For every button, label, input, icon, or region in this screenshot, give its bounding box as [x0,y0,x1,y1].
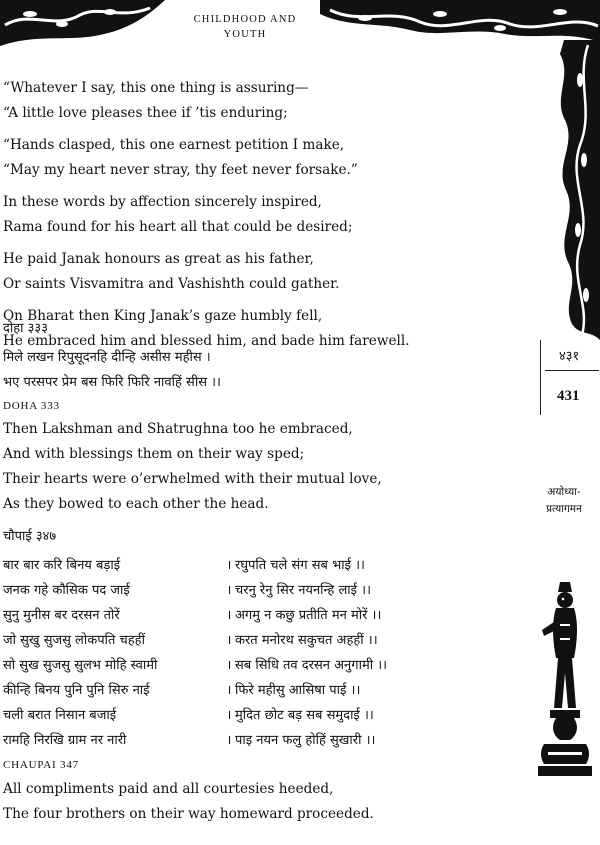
chaupai-line [3,703,523,728]
chaupai-half-a: जो सुखु सुजसु लोकपति चहहीं [3,633,145,648]
verse-line: Rama found for his heart all that could be desired; [3,219,353,235]
danda-separator: । [226,658,232,673]
translation-line: As they bowed to each other the head. [3,496,269,512]
danda-separator: । [226,633,232,648]
danda-separator: । [226,733,232,748]
english-verse-opening [3,76,523,354]
danda-separator: । [226,708,232,723]
chaupai-half-a: चली बरात निसान बजाई [3,708,117,723]
chaupai-half-a: सुनु मुनीस बर दरसन तोरें [3,608,120,623]
chaupai-label: CHAUPAI 347 [3,759,79,771]
danda-separator: । [226,683,232,698]
chaupai-half-a: कीन्हि बिनय पुनि पुनि सिरु नाई [3,683,150,698]
chaupai-half-b: सब सिधि तव दरसन अनुगामी ।। [235,658,388,673]
hanuman-figure-illustration [530,578,600,778]
chaupai-half-a: सो सुख सुजसु सुलभ मोहि स्वामी [3,658,158,673]
chaupai-line [3,728,523,753]
translation-line: Their hearts were o’erwhelmed with their mutual love, [3,471,382,487]
doha-section [3,316,523,517]
verse-line: “Whatever I say, this one thing is assuring— [3,80,309,96]
side-note-line-2: प्रत्यागमन [546,503,582,515]
chaupai-line [3,603,523,628]
danda-separator: । [226,608,232,623]
chaupai-line [3,628,523,653]
devanagari-page-number: ४३१ [559,349,580,364]
verse-line: In these words by affection sincerely inspired, [3,194,322,210]
chaupai-half-a: जनक गहे कौसिक पद जाई [3,583,130,598]
chaupai-section [3,524,523,827]
verse-line: Or saints Visvamitra and Vashishth could gather. [3,276,340,292]
chaupai-half-b: अगमु न कछु प्रतीति मन मोरें ।। [235,608,382,623]
running-head-line-2: YOUTH [223,29,267,40]
page-number: 431 [557,388,580,404]
margin-side-note [528,484,600,518]
chaupai-half-b: पाइ नयन फलु होहिं सुखारी ।। [235,733,376,748]
verse-line: He embraced him and blessed him, and bade him farewell. [3,333,410,349]
translation-line: All compliments paid and all courtesies heeded, [3,781,334,797]
decorative-vine-border-right [550,40,600,340]
running-head [165,12,325,42]
chaupai-half-b: मुदित छोट बड़ सब समुदाई ।। [235,708,374,723]
chaupai-half-a: रामहि निरखि ग्राम नर नारी [3,733,127,748]
doha-line: भए परसपर प्रेम बस फिरि फिरि नावहिं सीस ।। [3,375,221,390]
doha-heading: दोहा ३३३ [3,321,48,336]
chaupai-half-b: फिरे महीसु आसिषा पाई ।। [235,683,361,698]
margin-page-number-box [540,340,600,415]
running-head-line-1: CHILDHOOD AND [193,14,297,25]
danda-separator: । [226,583,232,598]
doha-label: DOHA 333 [3,400,60,412]
verse-line: “A little love pleases thee if ’tis enduring; [3,105,288,121]
margin-divider [545,370,599,371]
chaupai-half-b: चरनु रेनु सिर नयनन्हि लाई ।। [235,583,371,598]
danda-separator: । [226,558,232,573]
translation-line: And with blessings them on their way sped; [3,446,305,462]
chaupai-line [3,678,523,703]
verse-line: “Hands clasped, this one earnest petition I make, [3,137,345,153]
chaupai-line [3,653,523,678]
verse-line: On Bharat then King Janak’s gaze humbly fell, [3,308,323,324]
chaupai-half-b: रघुपति चले संग सब भाई ।। [235,558,365,573]
chaupai-heading: चौपाई ३४७ [3,529,57,544]
chaupai-line [3,578,523,603]
chaupai-half-b: करत मनोरथ सकुचत अहहीं ।। [235,633,378,648]
chaupai-line [3,553,523,578]
verse-line: He paid Janak honours as great as his father, [3,251,314,267]
doha-line: मिले लखन रिपुसूदनहि दीन्हि असीस महीस । [3,350,211,365]
translation-line: Then Lakshman and Shatrughna too he embraced, [3,421,353,437]
verse-line: “May my heart never stray, thy feet never forsake.” [3,162,358,178]
side-note-line-1: अयोध्या- [547,486,581,498]
translation-line: The four brothers on their way homeward proceeded. [3,806,374,822]
chaupai-half-a: बार बार करि बिनय बड़ाई [3,558,121,573]
